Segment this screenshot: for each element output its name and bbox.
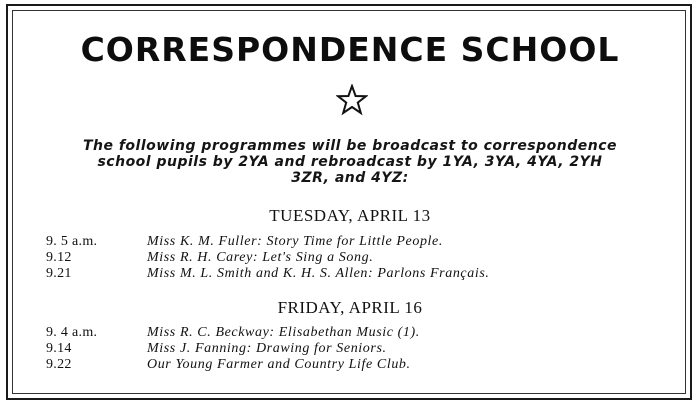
programme-row [46, 356, 420, 372]
programme-description: Miss R. H. Carey: Let's Sing a Song. [147, 250, 374, 265]
schedule-tuesday [46, 233, 489, 281]
programme-row [46, 340, 420, 356]
programme-time: 9.12 [46, 250, 72, 265]
programme-time: 9. 4 a.m. [46, 325, 98, 340]
notice-title: CORRESPONDENCE SCHOOL [80, 30, 620, 69]
programme-description: Miss K. M. Fuller: Story Time for Little People. [147, 234, 443, 249]
intro-line: The following programmes will be broadcast to correspondence [82, 138, 618, 154]
intro-paragraph [40, 138, 660, 186]
intro-line: school pupils by 2YA and rebroadcast by 1YA, 3YA, 4YA, 2YH [97, 154, 603, 170]
star-outline-icon [336, 84, 368, 116]
intro-line: 3ZR, and 4YZ: [291, 170, 409, 186]
programme-description: Miss R. C. Beckway: Elisabethan Music (1). [147, 325, 420, 340]
schedule-friday [46, 324, 420, 372]
day-heading-friday: FRIDAY, APRIL 16 [277, 298, 423, 317]
programme-description: Miss M. L. Smith and K. H. S. Allen: Parlons Français. [147, 266, 490, 281]
programme-row [46, 249, 489, 265]
programme-description: Miss J. Fanning: Drawing for Seniors. [147, 341, 387, 356]
programme-time: 9.14 [46, 341, 72, 356]
day-heading-tuesday: TUESDAY, APRIL 13 [269, 206, 431, 225]
programme-time: 9.21 [46, 266, 72, 281]
programme-row [46, 233, 489, 249]
programme-row [46, 324, 420, 340]
programme-time: 9.22 [46, 357, 72, 372]
programme-row [46, 265, 489, 281]
programme-description: Our Young Farmer and Country Life Club. [147, 357, 411, 372]
programme-time: 9. 5 a.m. [46, 234, 98, 249]
